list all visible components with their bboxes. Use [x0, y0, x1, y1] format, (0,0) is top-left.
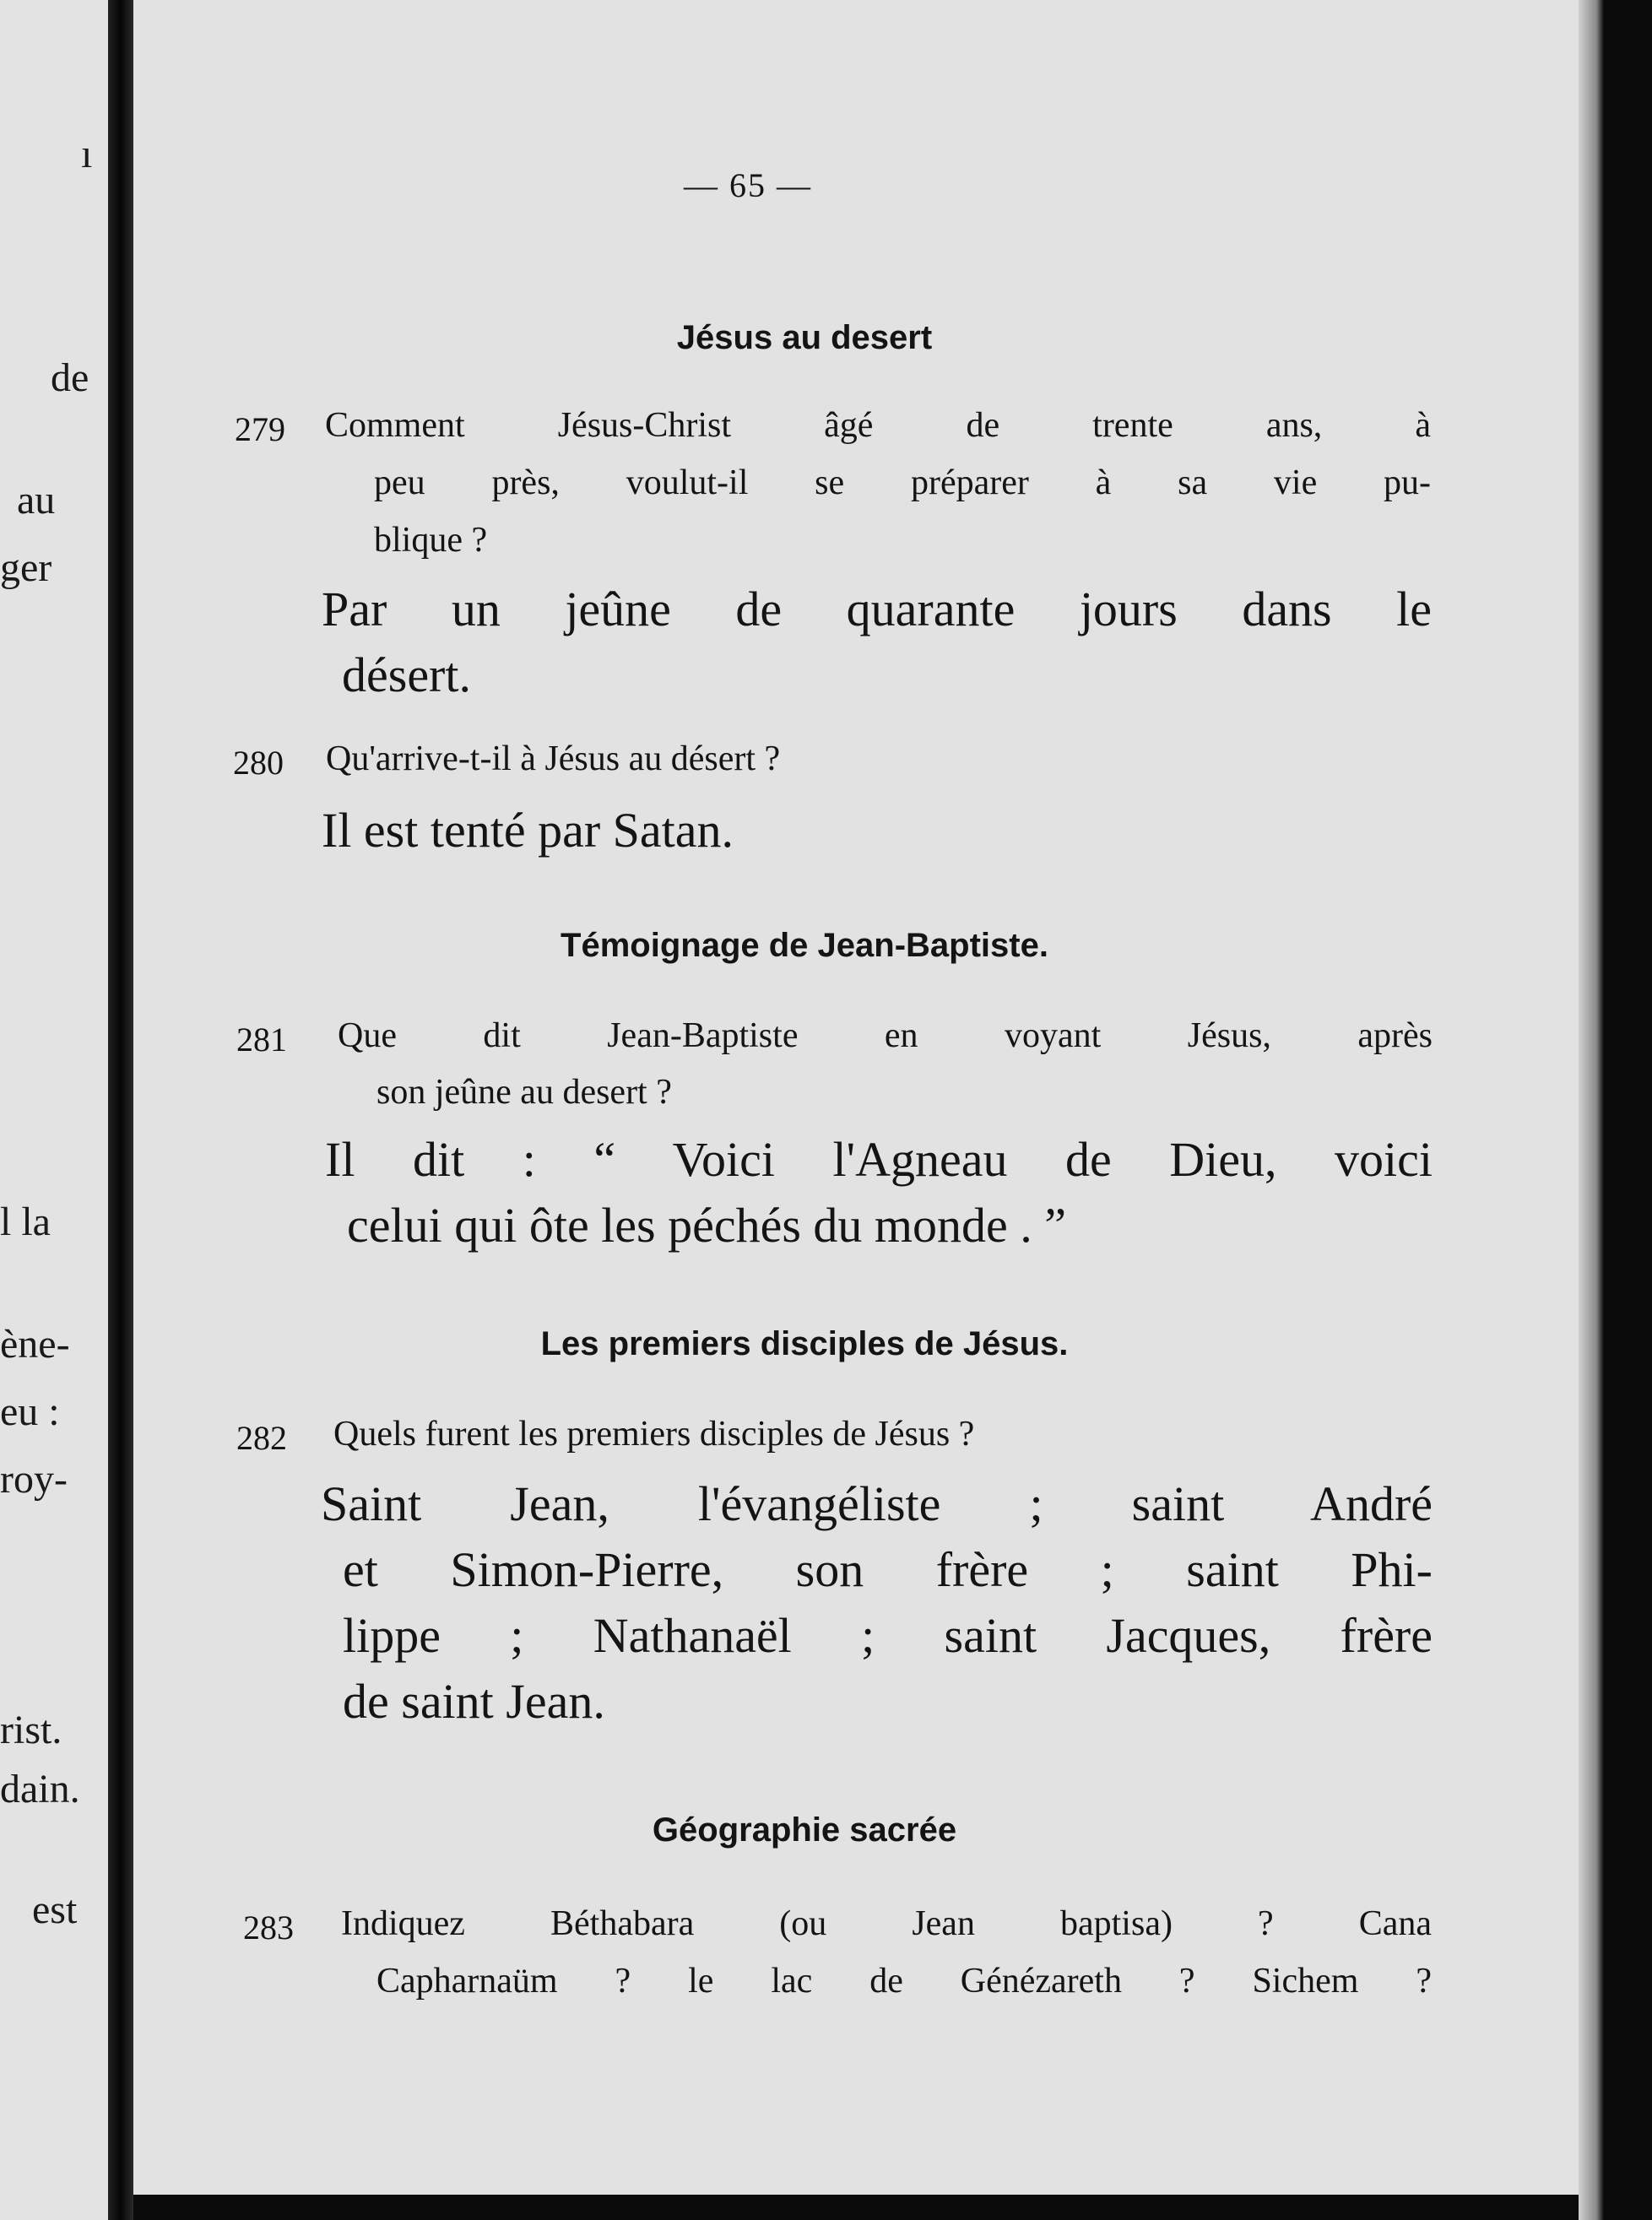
question-number: 281 — [236, 1021, 287, 1059]
question-number: 280 — [233, 744, 284, 782]
answer-text: Par un jeûne de quarante jours dans le — [322, 582, 1432, 636]
question-text: son jeûne au desert ? — [376, 1073, 672, 1112]
book-gutter — [108, 0, 133, 2220]
facing-page-fragment: ger — [0, 545, 52, 590]
facing-page-fragment: rist. — [0, 1708, 62, 1752]
facing-page-fragment: est — [32, 1887, 78, 1932]
answer-text: désert. — [342, 647, 471, 702]
facing-page-fragment: au — [17, 478, 56, 523]
answer-text: de saint Jean. — [343, 1674, 605, 1729]
facing-page — [0, 0, 108, 2220]
question-number: 279 — [235, 410, 285, 448]
answer-text: Il dit : “ Voici l'Agneau de Dieu, voici — [325, 1132, 1433, 1187]
question-text: Capharnaüm ? le lac de Génézareth ? Sichem ? — [376, 1962, 1432, 2001]
facing-page-fragment: l la — [0, 1199, 51, 1244]
section-heading: Témoignage de Jean-Baptiste. — [561, 927, 1048, 964]
answer-text: celui qui ôte les péchés du monde . ” — [347, 1198, 1067, 1253]
answer-text: et Simon-Pierre, son frère ; saint Phi- — [343, 1542, 1433, 1597]
question-number: 283 — [243, 1909, 294, 1947]
book-page — [133, 0, 1579, 2195]
answer-text: Il est tenté par Satan. — [322, 803, 734, 858]
section-heading: Les premiers disciples de Jésus. — [540, 1325, 1069, 1362]
question-text: Que dit Jean-Baptiste en voyant Jésus, après — [338, 1016, 1433, 1055]
section-heading: Géographie sacrée — [652, 1811, 957, 1849]
question-number: 282 — [236, 1419, 287, 1457]
facing-page-fragment: ı — [81, 132, 93, 176]
answer-text: lippe ; Nathanaël ; saint Jacques, frère — [343, 1608, 1433, 1663]
facing-page-fragment: dain. — [0, 1767, 80, 1811]
question-text: Qu'arrive-t-il à Jésus au désert ? — [326, 739, 781, 778]
question-text: Comment Jésus-Christ âgé de trente ans, à — [325, 406, 1431, 445]
answer-text: Saint Jean, l'évangéliste ; saint André — [321, 1476, 1433, 1531]
facing-page-fragment: de — [51, 355, 89, 400]
page-edge — [1579, 0, 1604, 2220]
page-number: — 65 — — [684, 166, 812, 204]
facing-page-fragment: roy- — [0, 1457, 68, 1502]
section-heading: Jésus au desert — [676, 319, 933, 356]
question-text: blique ? — [374, 521, 488, 560]
question-text: peu près, voulut-il se préparer à sa vie pu- — [374, 463, 1431, 502]
facing-page-fragment: ène- — [0, 1322, 70, 1367]
question-text: Quels furent les premiers disciples de Jésus ? — [333, 1415, 975, 1454]
facing-page-fragment: eu : — [0, 1389, 60, 1434]
question-text: Indiquez Béthabara (ou Jean baptisa) ? Cana — [341, 1904, 1432, 1943]
